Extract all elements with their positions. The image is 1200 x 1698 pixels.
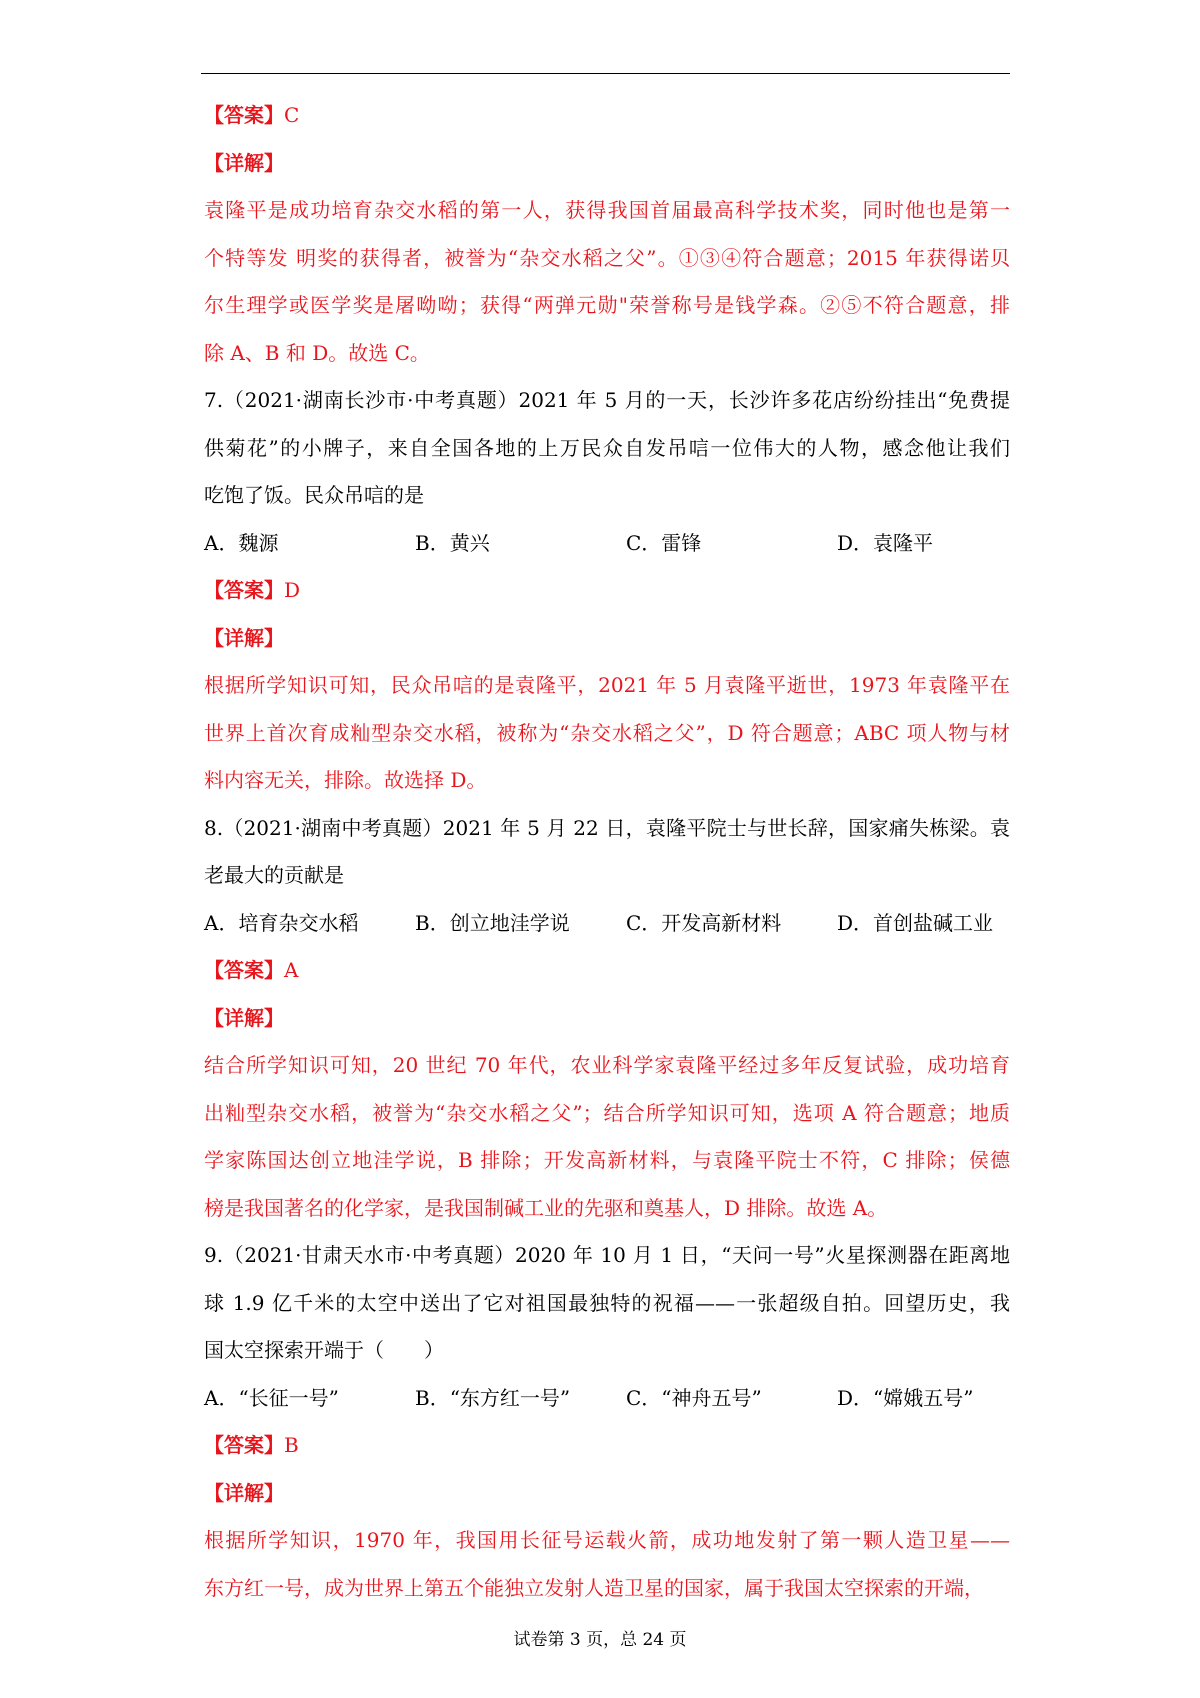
explanation-line: 料内容无关，排除。故选择 D。 xyxy=(204,768,487,792)
explanation-line: 个特等发 明奖的获得者，被誉为“杂交水稻之父”。①③④符合题意；2015 年获得诺贝 xyxy=(204,245,1010,270)
question-block xyxy=(204,1232,1010,1375)
detail-tag: 【详解】 xyxy=(204,625,284,650)
explanation-line: 除 A、B 和 D。故选 C。 xyxy=(204,340,430,365)
options-row xyxy=(204,520,1010,568)
explanation-line: 榜是我国著名的化学家，是我国制碱工业的先驱和奠基人，D 排除。故选 A。 xyxy=(204,1195,888,1220)
answer-line xyxy=(204,92,1010,140)
header-rule xyxy=(201,73,1010,74)
page-footer: 试卷第 3 页，总 24 页 xyxy=(513,1630,687,1650)
question-line: 8.（2021·湖南中考真题）2021 年 5 月 22 日，袁隆平院士与世长辞，国家痛失栋梁。袁 xyxy=(204,815,1010,840)
options-row xyxy=(204,900,1010,948)
answer-tag: 【答案】 xyxy=(204,1433,284,1457)
answer-line xyxy=(204,567,1010,615)
answer-tag: 【答案】 xyxy=(204,103,284,127)
option-item: C．“神舟五号” xyxy=(626,1385,762,1410)
detail-tag: 【详解】 xyxy=(204,1005,284,1030)
option-item: D．“嫦娥五号” xyxy=(837,1385,974,1410)
explanation-line: 世界上首次育成籼型杂交水稻，被称为“杂交水稻之父”，D 符合题意；ABC 项人物与材 xyxy=(204,720,1010,745)
explanation-block xyxy=(204,1042,1010,1232)
option-item: A．培育杂交水稻 xyxy=(204,910,359,935)
question-line: 供菊花”的小牌子，来自全国各地的上万民众自发吊唁一位伟大的人物，感念他让我们 xyxy=(204,435,1010,460)
explanation-line: 出籼型杂交水稻，被誉为“杂交水稻之父”；结合所学知识可知，选项 A 符合题意；地质 xyxy=(204,1100,1010,1125)
option-item: B．“东方红一号” xyxy=(415,1385,571,1410)
explanation-block xyxy=(204,187,1010,377)
answer-value: A xyxy=(284,958,299,982)
explanation-block xyxy=(204,662,1010,805)
explanation-line: 学家陈国达创立地洼学说，B 排除；开发高新材料，与袁隆平院士不符，C 排除；侯德 xyxy=(204,1148,1010,1172)
option-item: B．黄兴 xyxy=(415,530,490,555)
answer-line xyxy=(204,1422,1010,1470)
question-line: 7.（2021·湖南长沙市·中考真题）2021 年 5 月的一天，长沙许多花店纷纷挂出“免费提 xyxy=(204,388,1010,412)
option-item: A．“长征一号” xyxy=(204,1385,339,1410)
detail-tag: 【详解】 xyxy=(204,150,284,175)
explanation-block xyxy=(204,1517,1010,1612)
question-line: 9.（2021·甘肃天水市·中考真题）2020 年 10 月 1 日，“天问一号”火星探测器在距离地 xyxy=(204,1243,1010,1267)
question-line: 球 1.9 亿千米的太空中送出了它对祖国最独特的祝福——一张超级自拍。回望历史，我 xyxy=(204,1290,1010,1315)
explanation-line: 东方红一号，成为世界上第五个能独立发射人造卫星的国家，属于我国太空探索的开端， xyxy=(204,1575,984,1600)
explanation-line: 根据所学知识，1970 年，我国用长征号运载火箭，成功地发射了第一颗人造卫星—— xyxy=(204,1528,1010,1552)
answer-tag: 【答案】 xyxy=(204,578,284,602)
answer-value: B xyxy=(284,1433,299,1457)
question-line: 吃饱了饭。民众吊唁的是 xyxy=(204,483,424,507)
option-item: C．雷锋 xyxy=(626,530,702,555)
detail-tag: 【详解】 xyxy=(204,1480,284,1505)
question-block xyxy=(204,805,1010,900)
explanation-line: 袁隆平是成功培育杂交水稻的第一人，获得我国首届最高科学技术奖，同时他也是第一 xyxy=(204,198,1010,222)
option-item: A．魏源 xyxy=(204,530,279,555)
answer-line xyxy=(204,947,1010,995)
question-block xyxy=(204,377,1010,520)
option-item: D．首创盐碱工业 xyxy=(837,910,994,935)
option-item: D．袁隆平 xyxy=(837,530,934,555)
option-item: B．创立地洼学说 xyxy=(415,910,570,935)
exam-page-content xyxy=(204,92,1010,1612)
question-line: 国太空探索开端于（ ） xyxy=(204,1338,444,1362)
question-line: 老最大的贡献是 xyxy=(204,863,344,887)
explanation-line: 根据所学知识可知，民众吊唁的是袁隆平，2021 年 5 月袁隆平逝世，1973 年袁隆平在 xyxy=(204,673,1010,697)
options-row xyxy=(204,1375,1010,1423)
answer-value: C xyxy=(284,103,300,127)
answer-value: D xyxy=(284,578,301,602)
explanation-line: 结合所学知识可知，20 世纪 70 年代，农业科学家袁隆平经过多年反复试验，成功培育 xyxy=(204,1053,1010,1077)
answer-tag: 【答案】 xyxy=(204,958,284,982)
option-item: C．开发高新材料 xyxy=(626,910,782,935)
explanation-line: 尔生理学或医学奖是屠呦呦；获得“两弹元勋"荣誉称号是钱学森。②⑤不符合题意，排 xyxy=(204,293,1010,317)
